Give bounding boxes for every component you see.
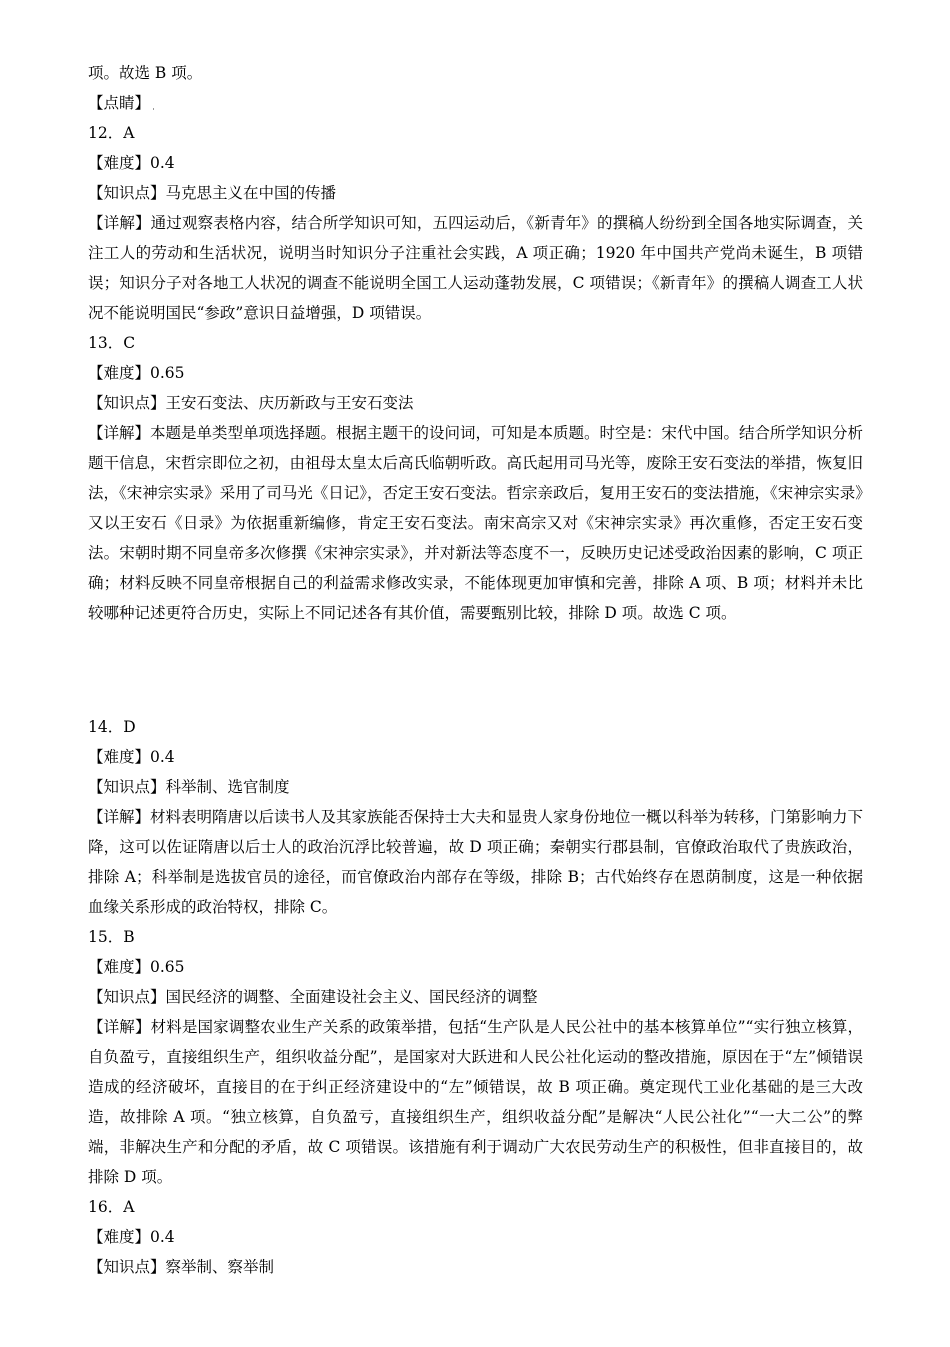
q15-knowledge: 【知识点】国民经济的调整、全面建设社会主义、国民经济的调整 [88,988,538,1006]
q15-explanation: 【详解】材料是国家调整农业生产关系的政策举措，包括“生产队是人民公社中的基本核算单位”“实行独立核算，自负盈亏，直接组织生产，组织收益分配”，是国家对大跃进和人民公社化运动的整改措施，原因在于“左”倾错误造成的经济破坏，直接目的在于纠正经济建设中的“左”倾错误，故 B 项正确。奠定现代工业化基础的是三大改造，故排除 A 项。“独立核算，自负盈亏，直接组织生产，组织收益分配”是解决“人民公社化”“一大二公”的弊端，非解决生产和分配的矛盾，故 C 项错误。该措施有利于调动广大农民劳动生产的积极性，但非直接目的，故排除 D 项。 [88,1018,863,1186]
q16-difficulty: 【难度】0.4 [88,1228,175,1246]
q15-answer: 15．B [88,928,135,946]
q12-explanation: 【详解】通过观察表格内容，结合所学知识可知，五四运动后，《新青年》的撰稿人纷纷到全国各地实际调查，关注工人的劳动和生活状况，说明当时知识分子注重社会实践，A 项正确；1920 年中国共产党尚未诞生，B 项错误；知识分子对各地工人状况的调查不能说明全国工人运动蓬勃发展，C 项错误；《新青年》的撰稿人调查工人状况不能说明国民“参政”意识日益增强，D 项错误。 [88,214,863,322]
q14-answer: 14．D [88,718,136,736]
q14-difficulty: 【难度】0.4 [88,748,175,766]
q12-difficulty: 【难度】0.4 [88,154,175,172]
dianjing-text: 【点睛】 [88,94,151,112]
q16-knowledge: 【知识点】察举制、察举制 [88,1258,275,1276]
q14-explanation: 【详解】材料表明隋唐以后读书人及其家族能否保持士大夫和显贵人家身份地位一概以科举为转移，门第影响力下降，这可以佐证隋唐以后士人的政治沉浮比较普遍，故 D 项正确；秦朝实行郡县制，官僚政治取代了贵族政治，排除 A；科举制是选拔官员的途径，而官僚政治内部存在等级，排除 B；古代始终存在恩荫制度，这是一种依据血缘关系形成的政治特权，排除 C。 [88,808,864,916]
prev-answer-tail: 项。故选 B 项。 [88,64,203,82]
q13-difficulty: 【难度】0.65 [88,364,185,382]
cursor-mark [153,108,154,110]
q12-knowledge: 【知识点】马克思主义在中国的传播 [88,184,337,202]
prev-dianjing-label [88,88,863,118]
q13-answer: 13．C [88,334,136,352]
q13-explanation: 【详解】本题是单类型单项选择题。根据主题干的设问词，可知是本质题。时空是：宋代中国。结合所学知识分析题干信息，宋哲宗即位之初，由祖母太皇太后高氏临朝听政。高氏起用司马光等，废除王安石变法的举措，恢复旧法，《宋神宗实录》采用了司马光《日记》，否定王安石变法。哲宗亲政后，复用王安石的变法措施，《宋神宗实录》又以王安石《日录》为依据重新编修，肯定王安石变法。南宋高宗又对《宋神宗实录》再次重修，否定王安石变法。宋朝时期不同皇帝多次修撰《宋神宗实录》，并对新法等态度不一，反映历史记述受政治因素的影响，C 项正确；材料反映不同皇帝根据自己的利益需求修改实录，不能体现更加审慎和完善，排除 A 项、B 项；材料并未比较哪种记述更符合历史，实际上不同记述各有其价值，需要甄别比较，排除 D 项。故选 C 项。 [88,424,864,622]
q14-knowledge: 【知识点】科举制、选官制度 [88,778,290,796]
q15-difficulty: 【难度】0.65 [88,958,185,976]
q13-knowledge: 【知识点】王安石变法、庆历新政与王安石变法 [88,394,414,412]
q16-answer: 16．A [88,1198,135,1216]
q12-answer: 12．A [88,124,135,142]
